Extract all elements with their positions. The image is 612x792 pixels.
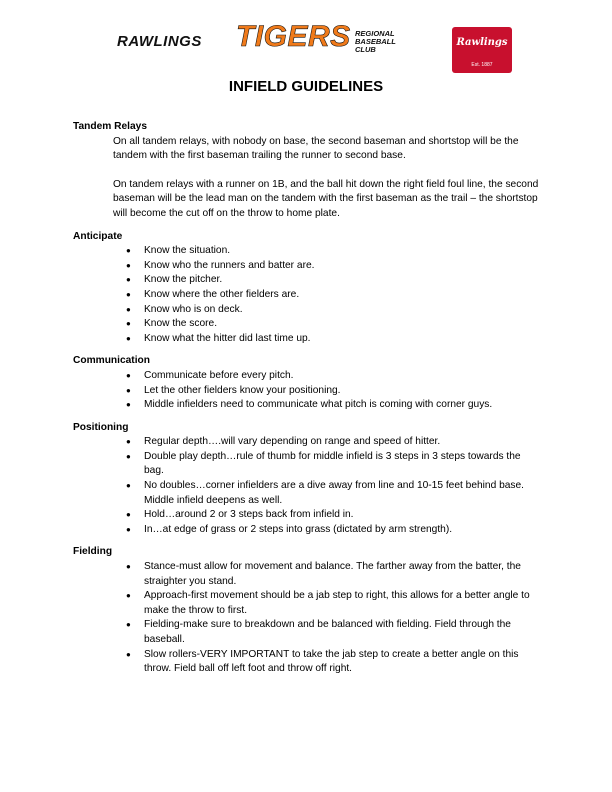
list-item bbox=[73, 259, 543, 274]
bullet-icon: ● bbox=[126, 620, 131, 630]
section-communication bbox=[73, 354, 543, 412]
club-line: BASEBALL bbox=[355, 37, 396, 46]
list-item bbox=[73, 384, 543, 399]
list-item-text: Know the pitcher. bbox=[144, 274, 223, 286]
list-item bbox=[73, 450, 543, 479]
list-item bbox=[73, 648, 543, 677]
list-item-text: Let the other fielders know your positioning. bbox=[144, 384, 341, 396]
list-item bbox=[73, 369, 543, 384]
bullet-icon: ● bbox=[126, 437, 131, 447]
list-item bbox=[73, 560, 543, 589]
guidelines-body bbox=[73, 120, 543, 685]
list-item bbox=[73, 288, 543, 303]
list-item bbox=[73, 332, 543, 347]
club-line: REGIONAL bbox=[355, 29, 395, 38]
list-item-text: Know what the hitter did last time up. bbox=[144, 332, 311, 344]
bullet-list bbox=[73, 560, 543, 677]
list-item-text: No doubles…corner infielders are a dive away from line and 10-15 feet behind base. Middle infield deepens as well. bbox=[144, 480, 524, 506]
bullet-icon: ● bbox=[126, 400, 131, 410]
list-item bbox=[73, 618, 543, 647]
list-item bbox=[73, 435, 543, 450]
badge-est: Est. 1887 bbox=[471, 62, 493, 68]
list-item bbox=[73, 303, 543, 318]
bullet-icon: ● bbox=[126, 385, 131, 395]
section-tandem-relays bbox=[73, 120, 543, 222]
list-item-text: Communicate before every pitch. bbox=[144, 369, 294, 381]
bullet-icon: ● bbox=[126, 649, 131, 659]
section-anticipate bbox=[73, 230, 543, 347]
list-item bbox=[73, 273, 543, 288]
list-item-text: Know who is on deck. bbox=[144, 303, 243, 315]
list-item-text: Know who the runners and batter are. bbox=[144, 259, 315, 271]
bullet-icon: ● bbox=[126, 333, 131, 343]
paragraph: On all tandem relays, with nobody on base, the second baseman and shortstop will be the tandem with the first baseman trailing the runner to second base. bbox=[113, 135, 519, 162]
bullet-icon: ● bbox=[126, 275, 131, 285]
section-title: Anticipate bbox=[73, 230, 123, 242]
bullet-icon: ● bbox=[126, 591, 131, 601]
club-line: CLUB bbox=[355, 45, 376, 54]
bullet-icon: ● bbox=[126, 370, 131, 380]
bullet-icon: ● bbox=[126, 319, 131, 329]
section-positioning bbox=[73, 421, 543, 538]
bullet-icon: ● bbox=[126, 304, 131, 314]
brand-wordmark: RAWLINGS bbox=[117, 33, 202, 50]
list-item-text: Know the score. bbox=[144, 318, 218, 330]
bullet-list bbox=[73, 244, 543, 346]
section-fielding bbox=[73, 545, 543, 676]
bullet-icon: ● bbox=[126, 562, 131, 572]
list-item-text: In…at edge of grass or 2 steps into grass (dictated by arm strength). bbox=[144, 523, 453, 535]
section-title: Communication bbox=[73, 355, 150, 367]
section-title: Positioning bbox=[73, 421, 129, 433]
list-item-text: Approach-first movement should be a jab step to right, this allows for a better angle to make the throw to first. bbox=[144, 590, 530, 616]
bullet-icon: ● bbox=[126, 451, 131, 461]
list-item-text: Middle infielders need to communicate what pitch is coming with corner guys. bbox=[144, 399, 493, 411]
page-title: INFIELD GUIDELINES bbox=[228, 78, 384, 95]
bullet-icon: ● bbox=[126, 289, 131, 299]
list-item-text: Double play depth…rule of thumb for middle infield is 3 steps in 3 steps towards the bag. bbox=[144, 450, 521, 477]
team-logo: TIGERS bbox=[236, 20, 351, 53]
bullet-icon: ● bbox=[126, 481, 131, 491]
bullet-list bbox=[73, 435, 543, 537]
list-item bbox=[73, 479, 543, 508]
list-item-text: Fielding-make sure to breakdown and be balanced with fielding. Field through the baseball. bbox=[144, 619, 511, 645]
rawlings-badge-logo bbox=[452, 27, 512, 73]
bullet-list bbox=[73, 369, 543, 413]
header bbox=[0, 0, 612, 80]
list-item-text: Slow rollers-VERY IMPORTANT to take the jab step to create a better angle on this throw. Field ball off left foot and throw off right. bbox=[144, 648, 519, 675]
list-item-text: Know where the other fielders are. bbox=[144, 288, 300, 300]
section-title: Tandem Relays bbox=[73, 121, 147, 132]
list-item-text: Know the situation. bbox=[144, 245, 231, 257]
paragraph: On tandem relays with a runner on 1B, and the ball hit down the right field foul line, the second baseman will be the lead man on the tandem with the first baseman as the trail – the shortstop will become the cut off on the throw to home plate. bbox=[113, 178, 539, 219]
bullet-icon: ● bbox=[126, 246, 131, 256]
club-name bbox=[355, 30, 396, 54]
list-item bbox=[73, 508, 543, 523]
bullet-icon: ● bbox=[126, 510, 131, 520]
list-item-text: Hold…around 2 or 3 steps back from infield in. bbox=[144, 509, 354, 521]
list-item bbox=[73, 244, 543, 259]
section-title: Fielding bbox=[73, 546, 113, 558]
list-item-text: Regular depth….will vary depending on range and speed of hitter. bbox=[144, 436, 441, 448]
bullet-icon: ● bbox=[126, 260, 131, 270]
list-item bbox=[73, 589, 543, 618]
list-item bbox=[73, 317, 543, 332]
bullet-icon: ● bbox=[126, 524, 131, 534]
list-item-text: Stance-must allow for movement and balance. The farther away from the batter, the straighter you stand. bbox=[144, 561, 521, 587]
list-item bbox=[73, 523, 543, 538]
list-item bbox=[73, 398, 543, 413]
badge-script: Rawlings bbox=[456, 37, 508, 48]
